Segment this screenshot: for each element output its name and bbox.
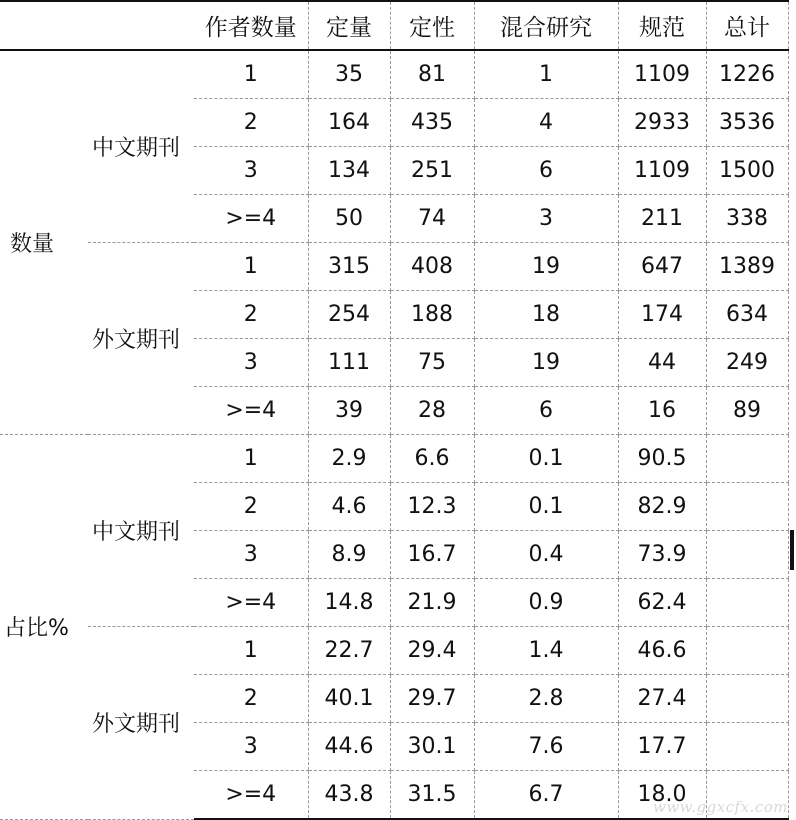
table-row: [0, 243, 788, 291]
value-cell: 6: [474, 147, 618, 195]
value-cell: 17.7: [618, 723, 706, 771]
watermark: www.ggxcfx.com: [652, 798, 788, 816]
value-cell: 251: [390, 147, 474, 195]
value-cell: 2.9: [308, 435, 390, 483]
value-cell: 634: [706, 291, 788, 339]
value-cell: 2933: [618, 99, 706, 147]
value-cell: 254: [308, 291, 390, 339]
value-cell: 29.4: [390, 627, 474, 675]
journal-type-label: 外文期刊: [88, 243, 194, 435]
value-cell: 0.9: [474, 579, 618, 627]
header-qualitative: 定性: [390, 1, 474, 50]
value-cell: 44.6: [308, 723, 390, 771]
value-cell: 81: [390, 50, 474, 99]
author-count-cell: 2: [194, 483, 308, 531]
value-cell: 1226: [706, 50, 788, 99]
value-cell: 89: [706, 387, 788, 435]
value-cell: 29.7: [390, 675, 474, 723]
value-cell: 43.8: [308, 771, 390, 820]
header-blank-journal: [88, 1, 194, 50]
value-cell: 22.7: [308, 627, 390, 675]
value-cell: 39: [308, 387, 390, 435]
value-cell: 1389: [706, 243, 788, 291]
header-normative: 规范: [618, 1, 706, 50]
value-cell: [706, 579, 788, 627]
value-cell: 6.6: [390, 435, 474, 483]
value-cell: 30.1: [390, 723, 474, 771]
value-cell: 3: [474, 195, 618, 243]
value-cell: 1109: [618, 147, 706, 195]
value-cell: 3536: [706, 99, 788, 147]
value-cell: 2.8: [474, 675, 618, 723]
value-cell: 73.9: [618, 531, 706, 579]
value-cell: [706, 531, 788, 579]
value-cell: 31.5: [390, 771, 474, 820]
value-cell: 35: [308, 50, 390, 99]
table-body: [0, 50, 788, 819]
value-cell: 0.4: [474, 531, 618, 579]
value-cell: 28: [390, 387, 474, 435]
value-cell: 16.7: [390, 531, 474, 579]
author-count-cell: 1: [194, 50, 308, 99]
author-count-cell: >=4: [194, 195, 308, 243]
value-cell: 174: [618, 291, 706, 339]
value-cell: 19: [474, 339, 618, 387]
value-cell: 164: [308, 99, 390, 147]
value-cell: [706, 483, 788, 531]
value-cell: 6: [474, 387, 618, 435]
value-cell: 134: [308, 147, 390, 195]
value-cell: 1109: [618, 50, 706, 99]
metric-label: 数量: [0, 50, 88, 435]
value-cell: 1: [474, 50, 618, 99]
header-total: 总计: [706, 1, 788, 50]
value-cell: 188: [390, 291, 474, 339]
header-quantitative: 定量: [308, 1, 390, 50]
value-cell: 74: [390, 195, 474, 243]
value-cell: 435: [390, 99, 474, 147]
value-cell: 4: [474, 99, 618, 147]
value-cell: 18: [474, 291, 618, 339]
value-cell: 12.3: [390, 483, 474, 531]
value-cell: 408: [390, 243, 474, 291]
author-count-cell: >=4: [194, 387, 308, 435]
value-cell: 44: [618, 339, 706, 387]
value-cell: [706, 723, 788, 771]
header-mixed-research: 混合研究: [474, 1, 618, 50]
value-cell: 1500: [706, 147, 788, 195]
value-cell: 111: [308, 339, 390, 387]
value-cell: 46.6: [618, 627, 706, 675]
value-cell: 647: [618, 243, 706, 291]
value-cell: 7.6: [474, 723, 618, 771]
author-count-cell: 3: [194, 339, 308, 387]
value-cell: [706, 435, 788, 483]
value-cell: 0.1: [474, 483, 618, 531]
value-cell: 249: [706, 339, 788, 387]
journal-type-label: 外文期刊: [88, 627, 194, 820]
value-cell: [706, 627, 788, 675]
header-author-count: 作者数量: [194, 1, 308, 50]
author-count-cell: 3: [194, 723, 308, 771]
value-cell: 315: [308, 243, 390, 291]
author-count-cell: 2: [194, 291, 308, 339]
author-count-cell: 1: [194, 627, 308, 675]
value-cell: 82.9: [618, 483, 706, 531]
author-count-cell: >=4: [194, 771, 308, 820]
author-count-cell: >=4: [194, 579, 308, 627]
value-cell: 16: [618, 387, 706, 435]
value-cell: 21.9: [390, 579, 474, 627]
value-cell: 4.6: [308, 483, 390, 531]
value-cell: 1.4: [474, 627, 618, 675]
author-count-cell: 2: [194, 99, 308, 147]
value-cell: 27.4: [618, 675, 706, 723]
header-blank-metric: [0, 1, 88, 50]
header-row: [0, 1, 788, 50]
author-count-cell: 1: [194, 435, 308, 483]
value-cell: 90.5: [618, 435, 706, 483]
table-row: [0, 627, 788, 675]
value-cell: 62.4: [618, 579, 706, 627]
value-cell: 6.7: [474, 771, 618, 820]
table-row: [0, 50, 788, 99]
value-cell: 0.1: [474, 435, 618, 483]
value-cell: 8.9: [308, 531, 390, 579]
value-cell: 18.0: [618, 771, 706, 820]
value-cell: 75: [390, 339, 474, 387]
author-count-cell: 3: [194, 147, 308, 195]
edge-mark: [790, 530, 794, 570]
author-count-cell: 3: [194, 531, 308, 579]
table-row: [0, 435, 788, 483]
author-count-cell: 2: [194, 675, 308, 723]
value-cell: 211: [618, 195, 706, 243]
value-cell: 40.1: [308, 675, 390, 723]
value-cell: [706, 675, 788, 723]
value-cell: 19: [474, 243, 618, 291]
value-cell: 14.8: [308, 579, 390, 627]
value-cell: 50: [308, 195, 390, 243]
value-cell: 338: [706, 195, 788, 243]
journal-type-label: 中文期刊: [88, 50, 194, 243]
journal-type-label: 中文期刊: [88, 435, 194, 627]
author-count-cell: 1: [194, 243, 308, 291]
metric-label: 占比%: [0, 435, 88, 820]
